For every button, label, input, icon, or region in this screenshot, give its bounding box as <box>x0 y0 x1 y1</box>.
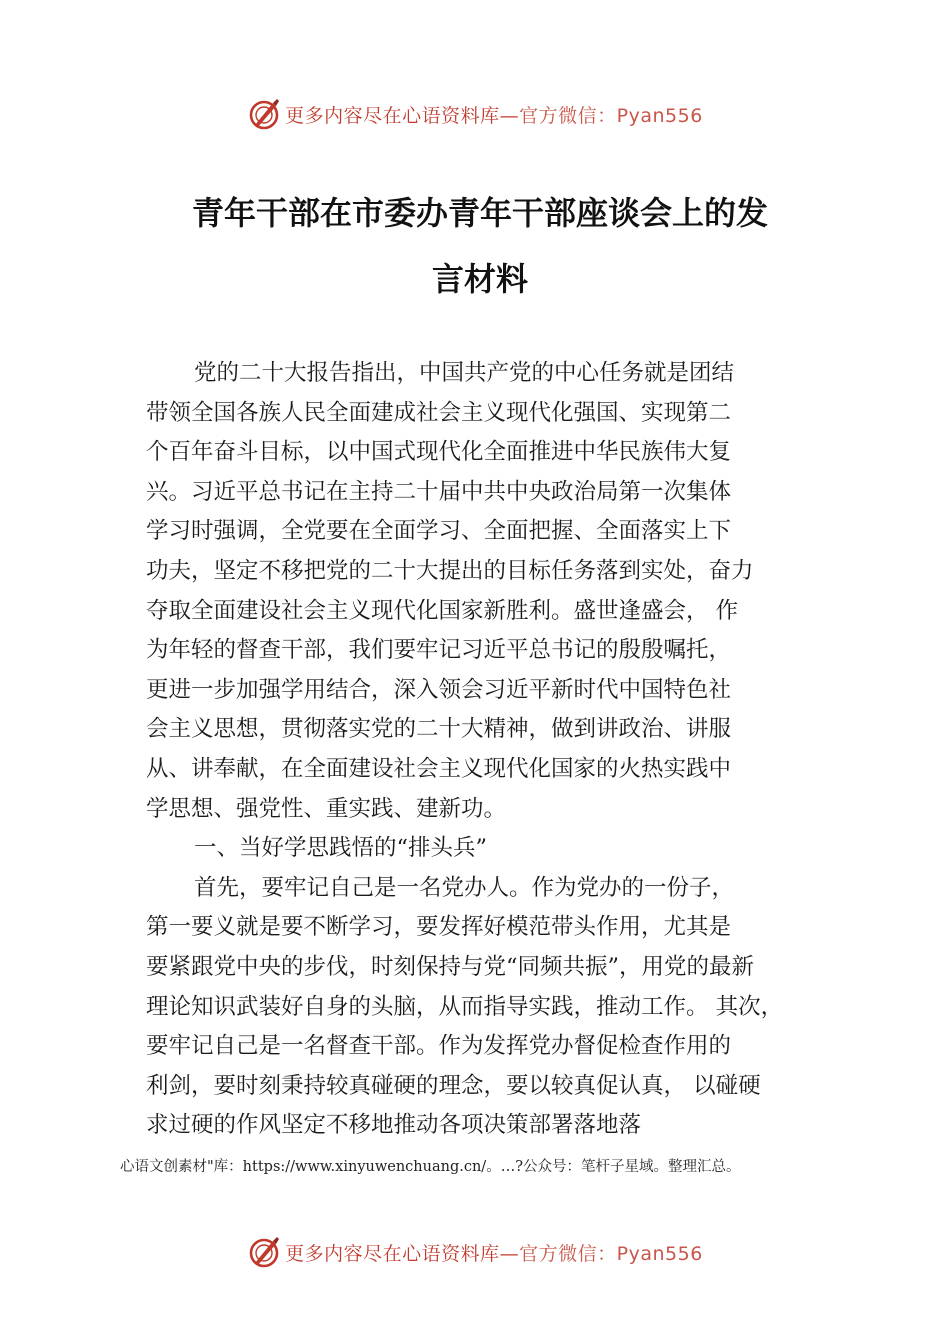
banner-wechat: 官方微信：Pyan556 <box>519 104 703 127</box>
body-line: 夺取全面建设社会主义现代化国家新胜利。盛世逢盛会， 作 <box>146 597 739 624</box>
body-line: 要牢记自己是一名督查干部。作为发挥党办督促检查作用的 <box>146 1033 732 1060</box>
section-heading: 一、当好学思践悟的“排头兵” <box>194 835 488 862</box>
body-line: 第一要义就是要不断学习，要发挥好模范带头作用，尤其是 <box>146 914 732 941</box>
document-body <box>146 354 836 1146</box>
body-line: 理论知识武装好自身的头脑，从而指导实践，推动工作。 其次， <box>146 993 784 1020</box>
banner-wechat: 官方微信：Pyan556 <box>519 1242 703 1265</box>
body-line: 带领全国各族人民全面建成社会主义现代化强国、实现第二 <box>146 399 732 426</box>
document-title <box>150 180 810 312</box>
top-banner <box>0 94 950 134</box>
title-line-2: 言材料 <box>431 260 528 298</box>
body-line: 学习时强调，全党要在全面学习、全面把握、全面落实上下 <box>146 518 732 545</box>
banner-site-name: 更多内容尽在心语资料库— <box>285 104 520 127</box>
banner-site-name: 更多内容尽在心语资料库— <box>285 1242 520 1265</box>
body-line: 求过硬的作风坚定不移地推动各项决策部署落地落 <box>146 1112 642 1139</box>
body-line: 要紧跟党中央的步伐，时刻保持与党“同频共振”，用党的最新 <box>146 953 755 980</box>
source-note: 心语文创素材"库：https://www.xinyuwenchuang.cn/。…?公众号：笔杆子星域。整理汇总。 <box>120 1159 741 1175</box>
bottom-banner <box>0 1232 950 1272</box>
body-line: 兴。习近平总书记在主持二十届中共中央政治局第一次集体 <box>146 478 732 505</box>
pen-logo-icon <box>247 97 281 131</box>
body-line: 个百年奋斗目标，以中国式现代化全面推进中华民族伟大复 <box>146 439 732 466</box>
body-line: 首先，要牢记自己是一名党办人。作为党办的一份子， <box>194 874 735 901</box>
title-line-1: 青年干部在市委办青年干部座谈会上的发 <box>191 194 768 232</box>
banner-text <box>285 101 703 128</box>
body-line: 学思想、强党性、重实践、建新功。 <box>146 795 507 822</box>
body-line: 党的二十大报告指出，中国共产党的中心任务就是团结 <box>194 360 735 386</box>
body-line: 从、讲奉献，在全面建设社会主义现代化国家的火热实践中 <box>146 755 732 782</box>
body-line: 会主义思想，贯彻落实党的二十大精神，做到讲政治、讲服 <box>146 716 732 743</box>
banner-text <box>285 1239 703 1266</box>
pen-logo-icon <box>247 1235 281 1269</box>
body-line: 功夫，坚定不移把党的二十大提出的目标任务落到实处，奋力 <box>146 557 754 584</box>
body-line: 利剑，要时刻秉持较真碰硬的理念，要以较真促认真， 以碰硬 <box>146 1072 761 1099</box>
body-line: 为年轻的督查干部，我们要牢记习近平总书记的殷殷嘱托， <box>146 637 732 664</box>
body-line: 更进一步加强学用结合，深入领会习近平新时代中国特色社 <box>146 676 732 703</box>
